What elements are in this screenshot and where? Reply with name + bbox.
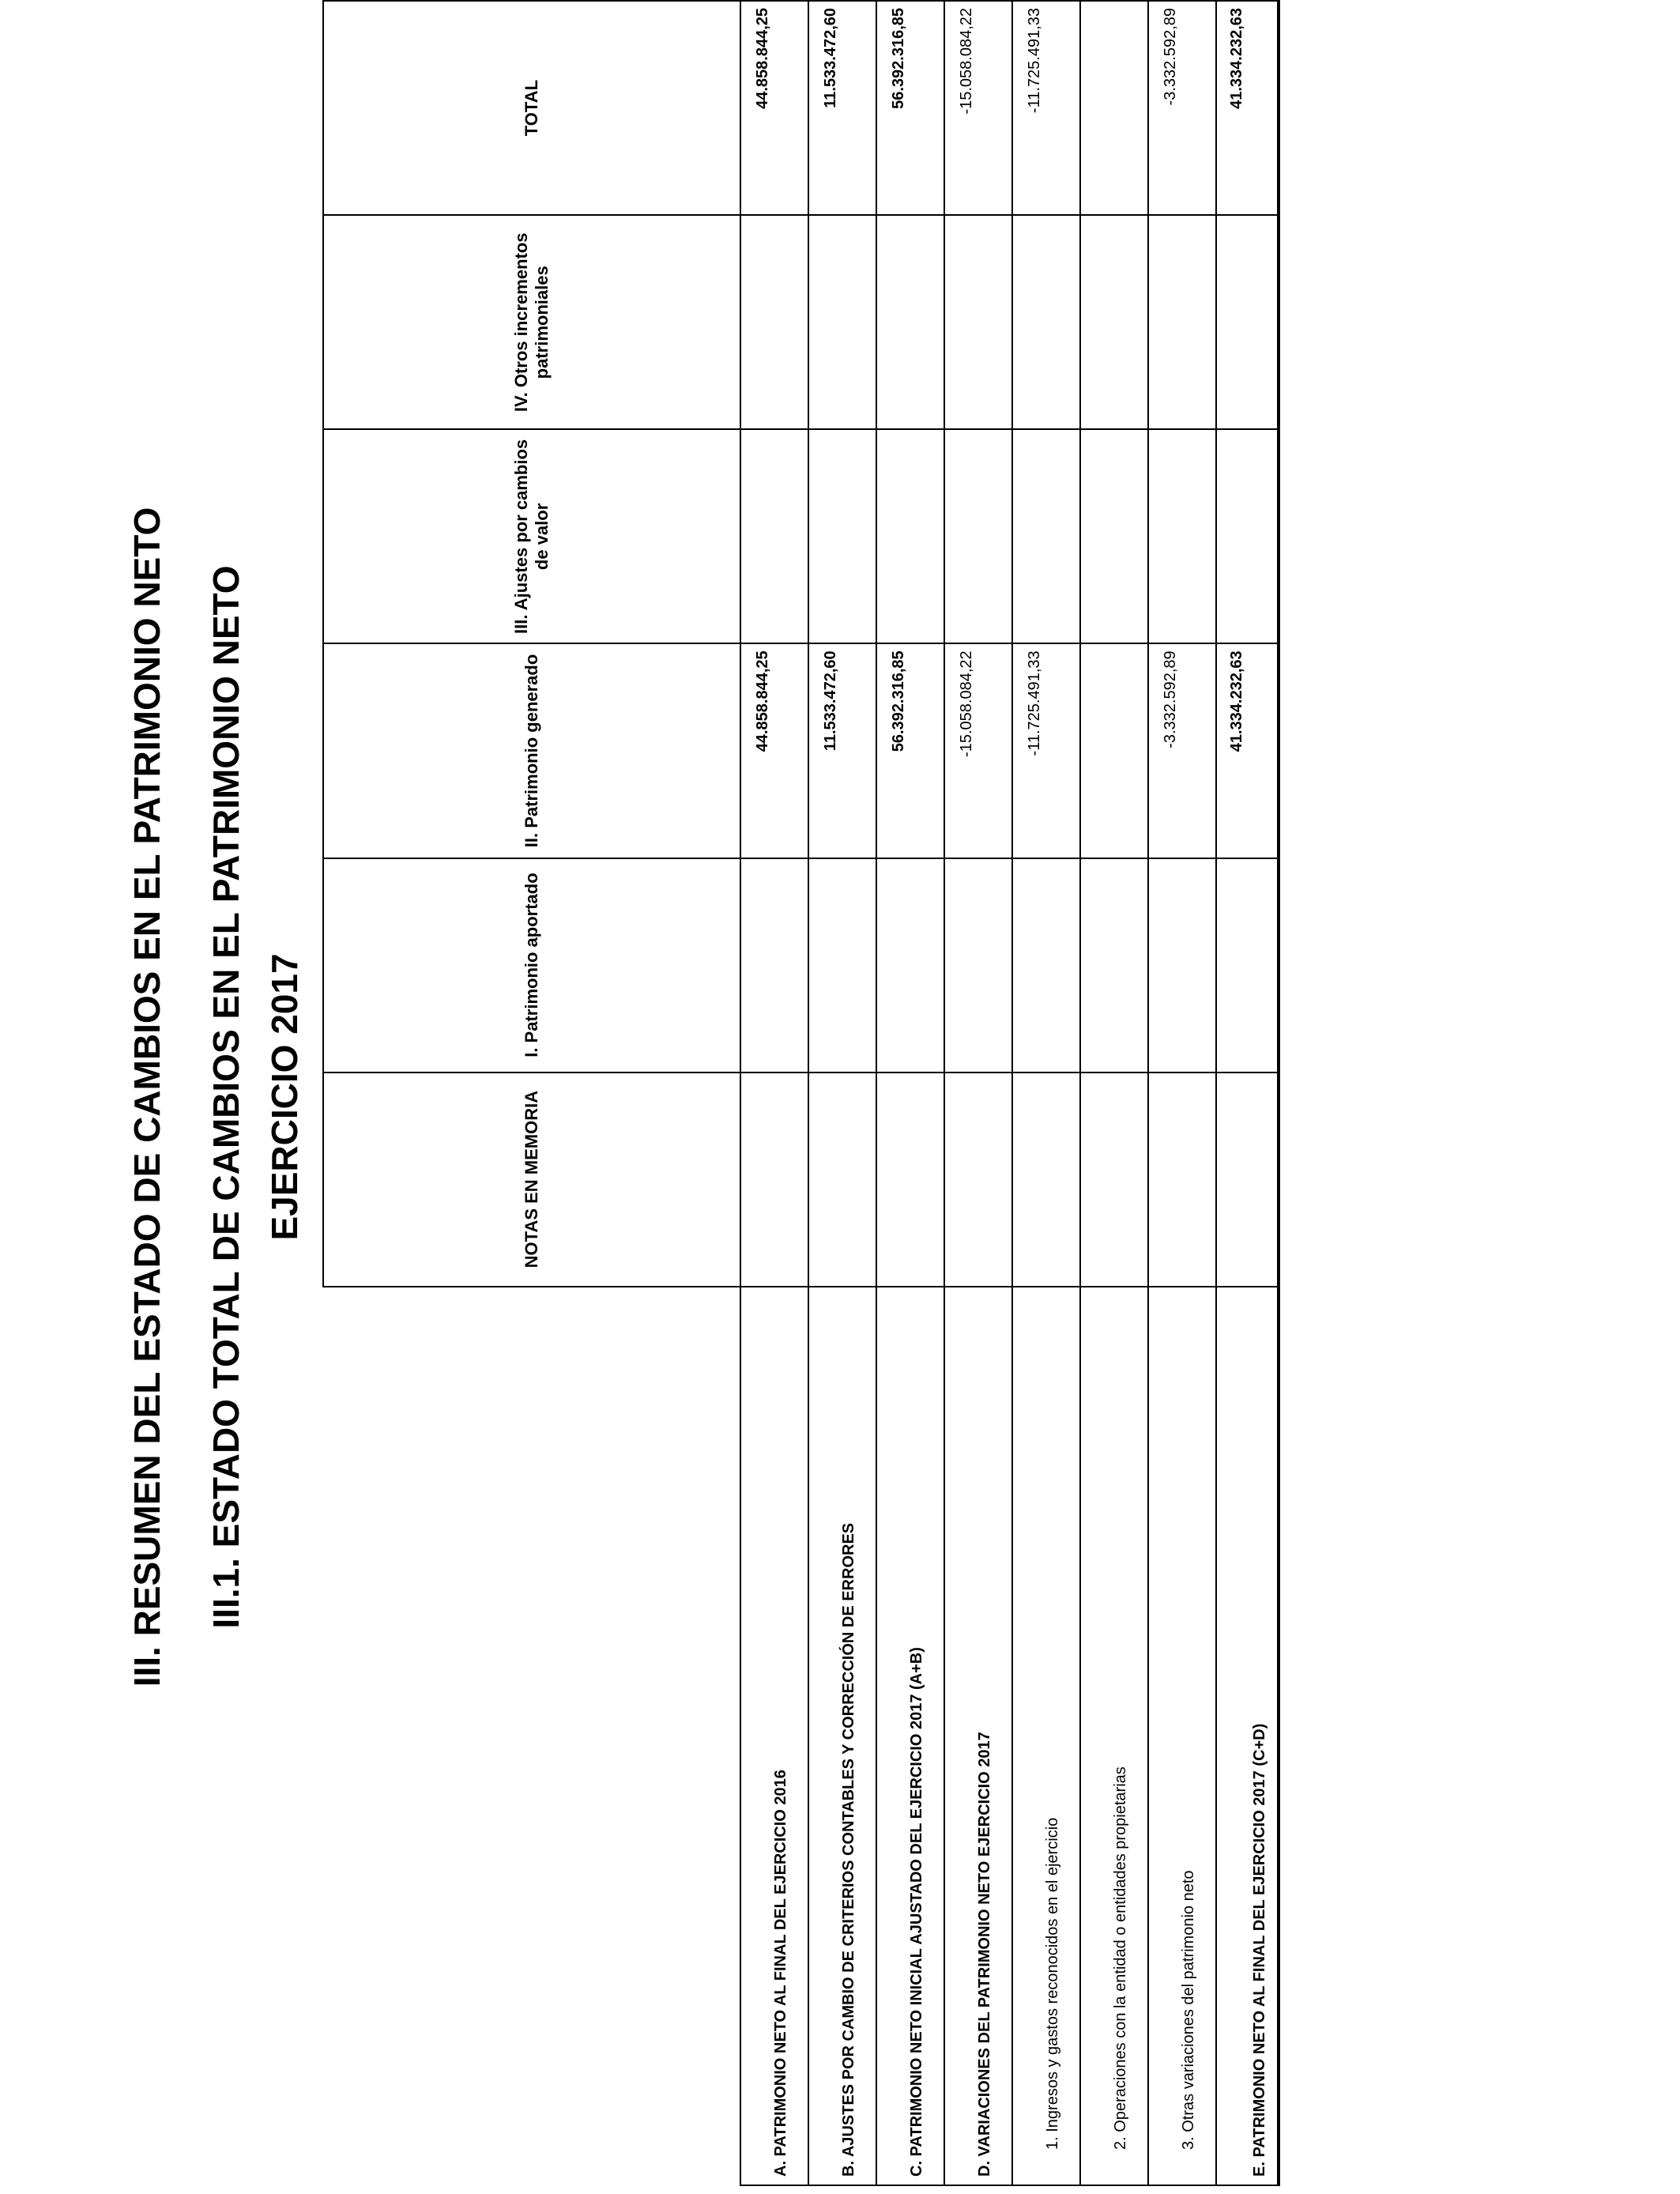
cell-aportado [740, 858, 808, 1072]
cell-generado: 41.334.232,63 [1216, 643, 1279, 858]
cell-generado: -15.058.084,22 [944, 643, 1012, 858]
cell-ajustes [1148, 429, 1216, 643]
table-row [1012, 1, 1080, 2185]
cell-otros [944, 215, 1012, 429]
cell-otros [876, 215, 944, 429]
year-title: EJERCICIO 2017 [264, 953, 305, 1241]
cell-aportado [1080, 858, 1148, 1072]
cell-aportado [808, 858, 876, 1072]
cell-total: -15.058.084,22 [944, 1, 1012, 215]
cell-otros [1012, 215, 1080, 429]
cell-ajustes [876, 429, 944, 643]
table-row [1216, 1, 1279, 2185]
cell-otros [1080, 215, 1148, 429]
cell-total [1080, 1, 1148, 215]
cell-otros [740, 215, 808, 429]
cell-generado [1080, 643, 1148, 858]
cell-generado: 56.392.316,85 [876, 643, 944, 858]
col-header-generado: II. Patrimonio generado [323, 643, 740, 858]
cell-ajustes [808, 429, 876, 643]
cell-aportado [876, 858, 944, 1072]
cell-total: 44.858.844,25 [740, 1, 808, 215]
cell-notas [1080, 1072, 1148, 1287]
col-header-total: TOTAL [323, 1, 740, 215]
cell-otros [1216, 215, 1279, 429]
cell-aportado [944, 858, 1012, 1072]
row-label: E. PATRIMONIO NETO AL FINAL DEL EJERCICIO 2017 (C+D) [1216, 1287, 1279, 2185]
cell-total: -11.725.491,33 [1012, 1, 1080, 215]
cell-notas [944, 1072, 1012, 1287]
cell-notas [1012, 1072, 1080, 1287]
col-header-ajustes: III. Ajustes por cambios de valor [323, 429, 740, 643]
col-header-aportado: I. Patrimonio aportado [323, 858, 740, 1072]
row-label: C. PATRIMONIO NETO INICIAL AJUSTADO DEL EJERCICIO 2017 (A+B) [876, 1287, 944, 2185]
cell-total: 56.392.316,85 [876, 1, 944, 215]
cell-ajustes [944, 429, 1012, 643]
table-row [1080, 1, 1148, 2185]
cell-generado: -3.332.592,89 [1148, 643, 1216, 858]
row-label: 1. Ingresos y gastos reconocidos en el ejercicio [1012, 1287, 1080, 2185]
cell-ajustes [1216, 429, 1279, 643]
table-row [1148, 1, 1216, 2185]
header-row [323, 1, 740, 2185]
table-row [808, 1, 876, 2185]
cell-notas [808, 1072, 876, 1287]
cell-otros [1148, 215, 1216, 429]
cell-generado: 11.533.472,60 [808, 643, 876, 858]
row-label: D. VARIACIONES DEL PATRIMONIO NETO EJERCICIO 2017 [944, 1287, 1012, 2185]
table-row [740, 1, 808, 2185]
equity-changes-table [322, 0, 1280, 2186]
table-row [876, 1, 944, 2185]
cell-ajustes [1012, 429, 1080, 643]
cell-generado: -11.725.491,33 [1012, 643, 1080, 858]
cell-aportado [1012, 858, 1080, 1072]
row-label: B. AJUSTES POR CAMBIO DE CRITERIOS CONTABLES Y CORRECCIÓN DE ERRORES [808, 1287, 876, 2185]
cell-aportado [1216, 858, 1279, 1072]
header-corner [323, 1287, 740, 2185]
col-header-notas: NOTAS EN MEMORIA [323, 1072, 740, 1287]
cell-ajustes [1080, 429, 1148, 643]
table-row [944, 1, 1012, 2185]
cell-total: 41.334.232,63 [1216, 1, 1279, 215]
row-label: A. PATRIMONIO NETO AL FINAL DEL EJERCICIO 2016 [740, 1287, 808, 2185]
cell-total: 11.533.472,60 [808, 1, 876, 215]
cell-notas [1148, 1072, 1216, 1287]
cell-generado: 44.858.844,25 [740, 643, 808, 858]
cell-otros [808, 215, 876, 429]
row-label: 3. Otras variaciones del patrimonio neto [1148, 1287, 1216, 2185]
col-header-otros: IV. Otros incrementos patrimoniales [323, 215, 740, 429]
cell-notas [740, 1072, 808, 1287]
cell-ajustes [740, 429, 808, 643]
sub-title: III.1. ESTADO TOTAL DE CAMBIOS EN EL PATRIMONIO NETO [205, 565, 247, 1629]
cell-total: -3.332.592,89 [1148, 1, 1216, 215]
row-label: 2. Operaciones con la entidad o entidades propietarias [1080, 1287, 1148, 2185]
cell-notas [1216, 1072, 1279, 1287]
cell-aportado [1148, 858, 1216, 1072]
cell-notas [876, 1072, 944, 1287]
main-title: III. RESUMEN DEL ESTADO DE CAMBIOS EN EL PATRIMONIO NETO [126, 507, 168, 1687]
